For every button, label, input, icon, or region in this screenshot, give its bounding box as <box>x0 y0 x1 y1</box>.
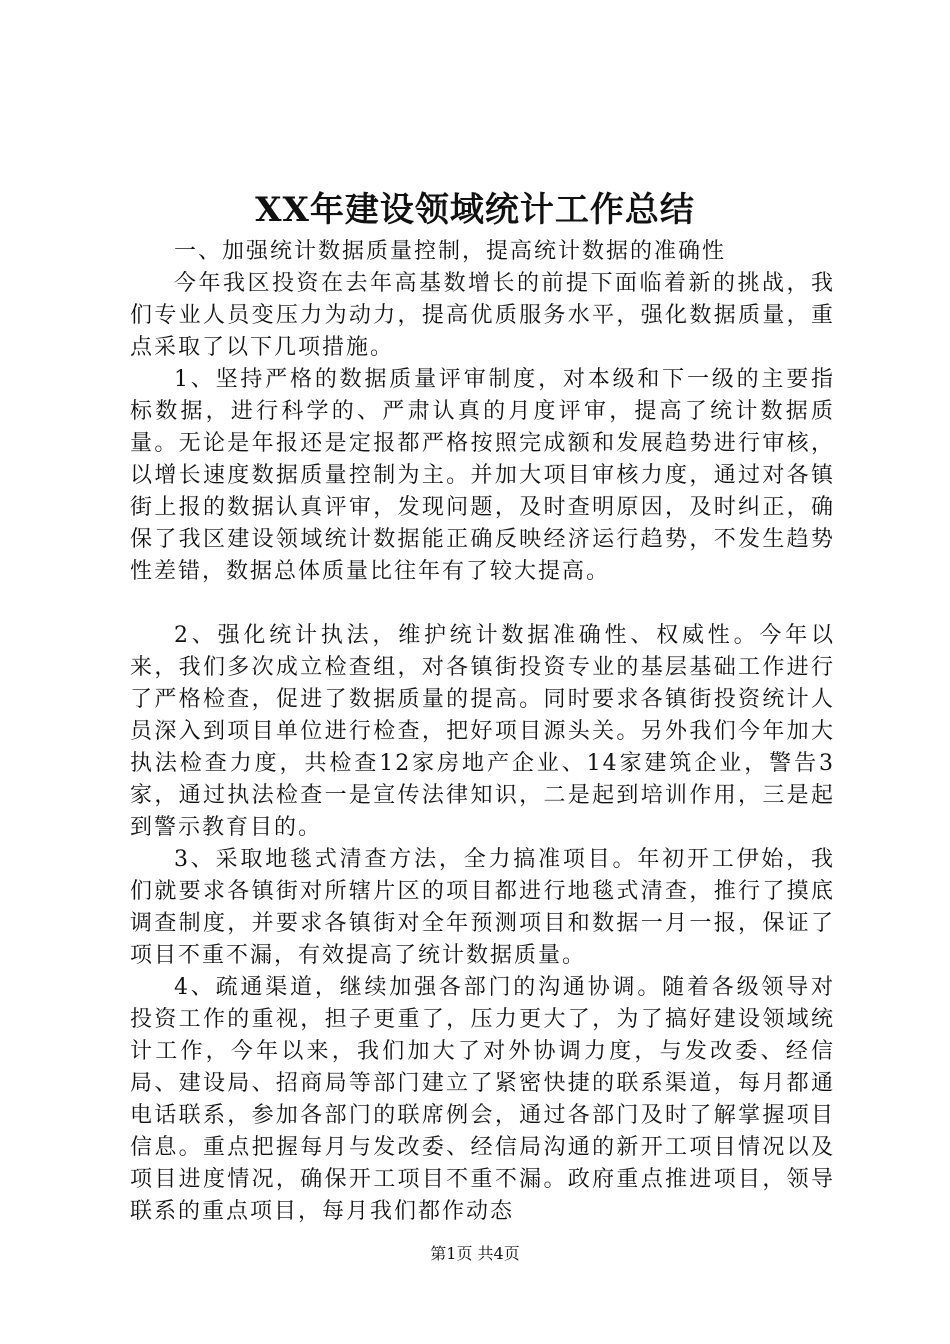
paragraph-item-3: 3、采取地毯式清查方法，全力搞准项目。年初开工伊始，我们就要求各镇街对所辖片区的项目都进行地毯式清查，推行了摸底调查制度，并要求各镇街对全年预测项目和数据一月一报，保证了项目不重不漏，有效提高了统计数据质量。 <box>130 847 835 968</box>
paragraph-intro: 今年我区投资在去年高基数增长的前提下面临着新的挑战，我们专业人员变压力为动力，提高优质服务水平，强化数据质量，重点采取了以下几项措施。 <box>130 271 835 360</box>
paragraph-item-1: 1、坚持严格的数据质量评审制度，对本级和下一级的主要指标数据，进行科学的、严肃认真的月度评审，提高了统计数据质量。无论是年报还是定报都严格按照完成额和发展趋势进行审核，以增长速度数据质量控制为主。并加大项目审核力度，通过对各镇街上报的数据认真评审，发现问题，及时查明原因，及时纠正，确保了我区建设领域统计数据能正确反映经济运行趋势，不发生趋势性差错，数据总体质量比往年有了较大提高。 <box>130 367 835 584</box>
paragraph-item-2: 2、强化统计执法，维护统计数据准确性、权威性。今年以来，我们多次成立检查组，对各镇街投资专业的基层基础工作进行了严格检查，促进了数据质量的提高。同时要求各镇街投资统计人员深入到项目单位进行检查，把好项目源头关。另外我们今年加大执法检查力度，共检查12家房地产企业、14家建筑企业，警告3家，通过执法检查一是宣传法律知识，二是起到培训作用，三是起到警示教育目的。 <box>130 623 835 840</box>
paragraph-item-4: 4、疏通渠道，继续加强各部门的沟通协调。随着各级领导对投资工作的重视，担子更重了，压力更大了，为了搞好建设领域统计工作，今年以来，我们加大了对外协调力度，与发改委、经信局、建设局、招商局等部门建立了紧密快捷的联系渠道，每月都通电话联系，参加各部门的联席例会，通过各部门及时了解掌握项目信息。重点把握每月与发改委、经信局沟通的新开工项目情况以及项目进度情况，确保开工项目不重不漏。政府重点推进项目，领导联系的重点项目，每月我们都作动态 <box>130 975 835 1224</box>
page-footer: 第1页 共4页 <box>430 1244 520 1263</box>
document-body <box>130 236 835 1228</box>
section-heading: 一、加强统计数据质量控制，提高统计数据的准确性 <box>174 239 727 264</box>
document-title: XX年建设领域统计工作总结 <box>255 190 695 230</box>
